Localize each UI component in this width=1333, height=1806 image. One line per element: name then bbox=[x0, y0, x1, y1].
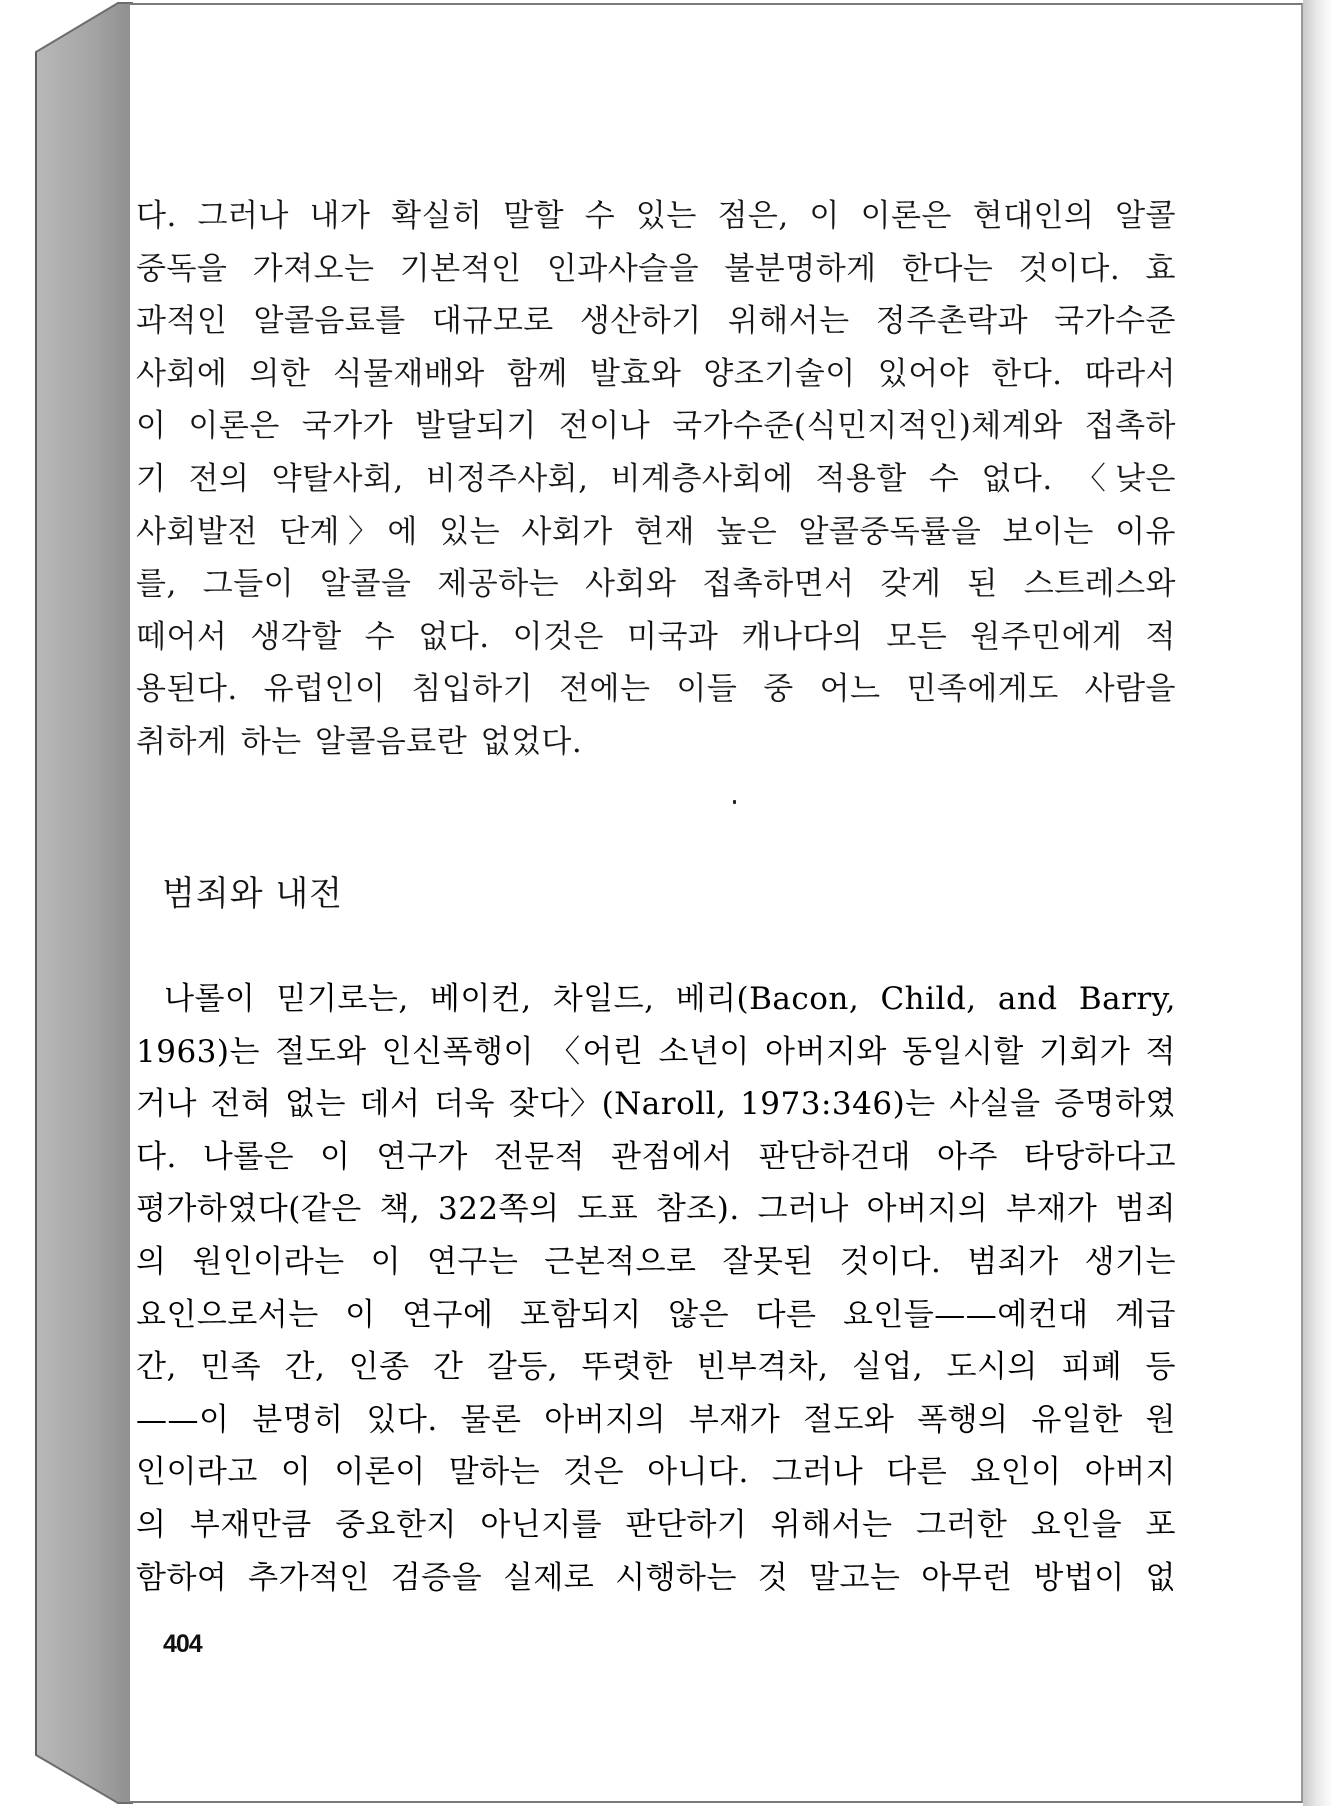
paragraph-1 bbox=[136, 190, 1176, 769]
text-line: 를, 그들이 알콜을 제공하는 사회와 접촉하면서 갖게 된 스트레스와 bbox=[136, 566, 1176, 603]
text-line: 의 원인이라는 이 연구는 근본적으로 잘못된 것이다. 범죄가 생기는 bbox=[136, 1243, 1176, 1280]
text-line: 중독을 가져오는 기본적인 인과사슬을 불분명하게 한다는 것이다. 효 bbox=[136, 250, 1176, 287]
section-heading: 범죄와 내전 bbox=[162, 874, 344, 914]
text-line: 용된다. 유럽인이 침입하기 전에는 이들 중 어느 민족에게도 사람을 bbox=[136, 671, 1176, 708]
text-line: ——이 분명히 있다. 물론 아버지의 부재가 절도와 폭행의 유일한 원 bbox=[136, 1401, 1176, 1438]
text-line: 이 이론은 국가가 발달되기 전이나 국가수준(식민지적인)체계와 접촉하 bbox=[136, 408, 1176, 445]
main-text-block bbox=[136, 190, 1176, 769]
page-shadow bbox=[1303, 0, 1333, 1806]
text-line: 의 부재만큼 중요한지 아닌지를 판단하기 위해서는 그러한 요인을 포 bbox=[136, 1506, 1176, 1543]
text-line: 취하게 하는 알콜음료란 없었다. bbox=[136, 723, 583, 760]
text-line: 함하여 추가적인 검증을 실제로 시행하는 것 말고는 아무런 방법이 없 bbox=[136, 1559, 1176, 1596]
text-line: 사회에 의한 식물재배와 함께 발효와 양조기술이 있어야 한다. 따라서 bbox=[136, 355, 1176, 392]
text-line: 평가하였다(같은 책, 322쪽의 도표 참조). 그러나 아버지의 부재가 범죄 bbox=[136, 1191, 1176, 1228]
text-line: 1963)는 절도와 인신폭행이 〈어린 소년이 아버지와 동일시할 기회가 적 bbox=[136, 1033, 1176, 1070]
page-number: 404 bbox=[163, 1630, 202, 1658]
text-line: 인이라고 이 이론이 말하는 것은 아니다. 그러나 다른 요인이 아버지 bbox=[136, 1454, 1176, 1491]
text-line: 요인으로서는 이 연구에 포함되지 않은 다른 요인들——예컨대 계급 bbox=[136, 1296, 1176, 1333]
text-line: 거나 전혀 없는 데서 더욱 잦다〉(Naroll, 1973:346)는 사실을 증명하였 bbox=[136, 1086, 1176, 1123]
book-side-edge bbox=[0, 0, 140, 1806]
text-line: 간, 민족 간, 인종 간 갈등, 뚜렷한 빈부격차, 실업, 도시의 피폐 등 bbox=[136, 1349, 1176, 1386]
text-line: 기 전의 약탈사회, 비정주사회, 비계층사회에 적용할 수 없다. 〈낮은 bbox=[136, 460, 1176, 497]
text-line: 과적인 알콜음료를 대규모로 생산하기 위해서는 정주촌락과 국가수준 bbox=[136, 303, 1176, 340]
text-line: 떼어서 생각할 수 없다. 이것은 미국과 캐나다의 모든 원주민에게 적 bbox=[136, 618, 1176, 655]
text-line: 사회발전 단계〉에 있는 사회가 현재 높은 알콜중독률을 보이는 이유 bbox=[136, 513, 1176, 550]
text-line: 다. 그러나 내가 확실히 말할 수 있는 점은, 이 이론은 현대인의 알콜 bbox=[136, 198, 1176, 234]
text-line: 나롤이 믿기로는, 베이컨, 차일드, 베리(Bacon, Child, and Barry, bbox=[164, 981, 1176, 1017]
text-line: 다. 나롤은 이 연구가 전문적 관점에서 판단하건대 아주 타당하다고 bbox=[136, 1138, 1176, 1175]
print-speck bbox=[733, 800, 736, 804]
paragraph-2 bbox=[136, 973, 1176, 1604]
